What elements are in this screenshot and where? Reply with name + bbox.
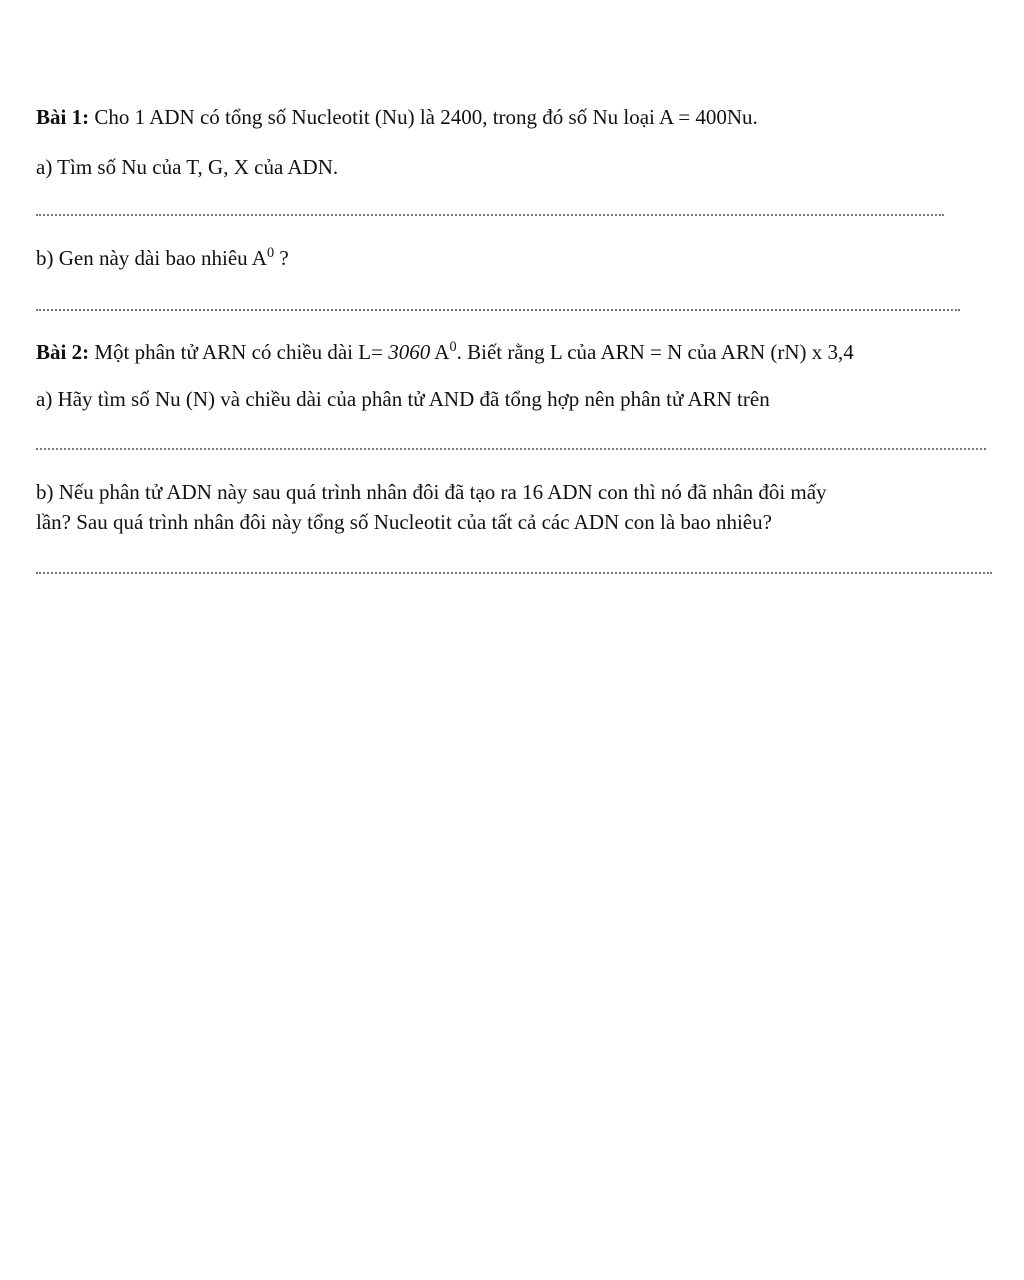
bai1-b-superscript: 0 bbox=[266, 245, 275, 262]
bai2-question-b-line2: lần? Sau quá trình nhân đôi này tổng số Nucleotit của tất cả các ADN con là bao nhiêu? bbox=[36, 510, 772, 534]
bai1-b-prefix: b) Gen này dài bao nhiêu A bbox=[36, 246, 267, 270]
answer-line-bai1-b bbox=[36, 309, 960, 311]
bai2-question-a: a) Hãy tìm số Nu (N) và chiều dài của phân tử AND đã tổng hợp nên phân tử ARN trên bbox=[36, 387, 770, 411]
bai2-text-before: Một phân tử ARN có chiều dài L= bbox=[89, 340, 389, 364]
answer-line-bai2-a bbox=[36, 448, 986, 450]
bai1-text: Cho 1 ADN có tổng số Nucleotit (Nu) là 2400, trong đó số Nu loại A = 400Nu. bbox=[89, 105, 758, 129]
bai1-b-suffix: ? bbox=[274, 246, 289, 270]
bai2-question-b-line1: b) Nếu phân tử ADN này sau quá trình nhân đôi đã tạo ra 16 ADN con thì nó đã nhân đôi mấy bbox=[36, 480, 827, 504]
bai2-heading: Bài 2: bbox=[36, 340, 90, 364]
answer-line-bai1-a bbox=[36, 214, 944, 216]
bai2-statement bbox=[36, 339, 854, 365]
bai2-length-value: 3060 bbox=[388, 340, 431, 364]
answer-line-bai2-b bbox=[36, 572, 992, 574]
bai2-unit-base: A bbox=[430, 340, 450, 364]
bai1-statement bbox=[36, 104, 758, 130]
bai1-heading: Bài 1: bbox=[36, 105, 90, 129]
bai1-question-a: a) Tìm số Nu của T, G, X của ADN. bbox=[36, 155, 339, 179]
bai2-text-after: . Biết rằng L của ARN = N của ARN (rN) x 3,4 bbox=[456, 340, 854, 364]
bai2-unit-superscript: 0 bbox=[449, 339, 457, 356]
bai1-question-b bbox=[36, 245, 289, 271]
